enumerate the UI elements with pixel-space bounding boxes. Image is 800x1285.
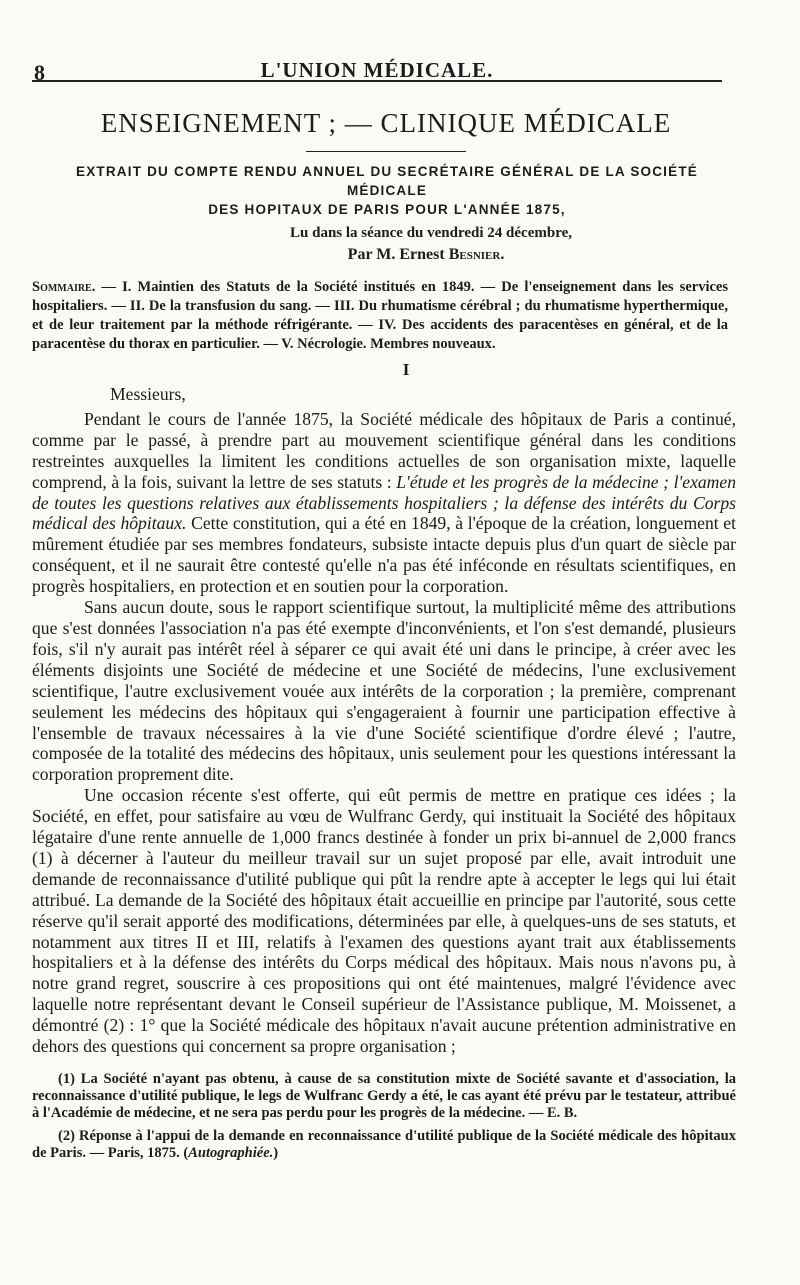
page-number: 8: [34, 60, 45, 85]
article-body: [32, 384, 740, 1057]
section-numeral: I: [402, 360, 410, 379]
paragraph-3: Une occasion récente s'est offerte, qui eût permis de mettre en pratique ces idées ; la Société, en effet, pour satisfaire au vœu de Wulfranc Gerdy, qui instituait la Société des hôpitaux légataire d'une rente annuelle de 1,000 francs destinée à fonder un prix bi-annuel de 2,000 francs (1) à décerner à l'auteur du meilleur travail sur un sujet proposé par elle, avait introduit une demande de reconnaissance d'utilité publique qui pût la rendre apte à accepter le legs qui lui était attribué. La demande de la Société des hôpitaux était accueillie en principe par l'autorité, sous cette réserve qu'il serait apporté des modifications, déterminées par elle, à quelques-uns de ses statuts, et notamment aux titres II et III, relatifs à l'examen des questions ayant trait aux établissements hospitaliers et à la défense des intérêts du Corps médical des hôpitaux. Mais nous n'avons pu, à notre grand regret, souscrire à ces propositions qui ont été maintenues, malgré l'évidence avec laquelle notre représentant devant le Conseil supérieur de l'Assistance publique, M. Moissenet, a démontré (2) : 1° que la Société médicale des hôpitaux n'avait aucune prétention administrative en dehors des questions qui concernent sa propre organisation ;: [32, 785, 736, 1057]
extract-heading-line2: DES HOPITAUX DE PARIS POUR L'ANNÉE 1875,: [208, 202, 566, 217]
author-line: [112, 244, 740, 266]
footnote-2-text: (2) Réponse à l'appui de la demande en reconnaissance d'utilité publique de la Société médicale des hôpitaux de Paris. — Paris, 1875. (: [32, 1128, 736, 1161]
author-name: Besnier.: [448, 246, 505, 263]
running-head: [32, 52, 722, 85]
section-title: ENSEIGNEMENT ; — CLINIQUE MÉDICALE: [100, 108, 672, 138]
footnote-2-italic: Autographiée.: [188, 1145, 274, 1161]
paragraph-1: [32, 409, 736, 597]
footnote-2-close: ): [273, 1145, 279, 1161]
summary: [32, 278, 740, 354]
journal-title: L'UNION MÉDICALE.: [260, 58, 494, 82]
paragraph-1-text-b: Cette constitution, qui a été en 1849, à l'époque de la création, longuement et mûrement étudiée par ses membres fondateurs, subsiste intacte depuis plus d'un quart de siècle par conséquent, et il ne saurait être contesté qu'elle n'a pas été inféconde en résultats scientifiques, en progrès hospitaliers, en protection et en soutien pour la corporation.: [32, 513, 736, 597]
footnote-2: [32, 1128, 736, 1162]
footnotes: [32, 1071, 740, 1162]
author-prefix: Par M. Ernest: [347, 246, 449, 263]
footnote-1: (1) La Société n'ayant pas obtenu, à cause de sa constitution mixte de Société savante et d'association, la reconnaissance d'utilité publique, le legs de Wulfranc Gerdy a été, le cas ayant été prévu par le testateur, attribué à l'Académie de médecine, et ne sera pas perdu pour les progrès de la médecine. — E. B.: [32, 1071, 736, 1121]
title-rule: [306, 151, 466, 152]
extract-heading: [32, 162, 740, 219]
paragraph-2: Sans aucun doute, sous le rapport scientifique surtout, la multiplicité même des attributions que s'est données l'association n'a pas été exempte d'inconvénients, et l'on s'est demandé, plusieurs fois, s'il n'y aurait pas intérêt réel à séparer ce qui avait été uni dans le principe, à créer avec les éléments disjoints une Société de médecine et une Société de médecins, l'une exclusivement scientifique, l'autre exclusivement vouée aux intérêts de la corporation ; la première, comprenant seulement les médecins des hôpitaux qui s'engageraient à fournir une participation effective à l'ensemble de travaux nécessaires à la vie d'une Société scientifique d'ordre élevé ; l'autre, composée de la totalité des médecins des hôpitaux, unis seulement pour les questions intéressant la corporation proprement dite.: [32, 597, 736, 785]
extract-heading-line1: EXTRAIT DU COMPTE RENDU ANNUEL DU SECRÉTAIRE GÉNÉRAL DE LA SOCIÉTÉ MÉDICALE: [76, 164, 698, 198]
summary-label: Sommaire.: [32, 279, 96, 295]
salutation: Messieurs,: [110, 384, 186, 404]
statutes-quote: L'étude et les progrès de la médecine ; l'examen de toutes les questions relatives aux établissements hospitaliers ; la défense des intérêts du Corps médical des hôpitaux.: [32, 471, 736, 534]
session-line: Lu dans la séance du vendredi 24 décembre,: [290, 225, 572, 241]
paragraph-1-text-a: Pendant le cours de l'année 1875, la Société médicale des hôpitaux de Paris a continué, comme par le passé, à prendre part au mouvement scientifique général dans les conditions restreintes auxquelles la limitent les conditions actuelles de son organisation mixte, laquelle comprend, à la fois, suivant la lettre de ses statuts :: [32, 408, 736, 492]
summary-text: — I. Maintien des Statuts de la Société institués en 1849. — De l'enseignement dans les services hospitaliers. — II. De la transfusion du sang. — III. Du rhumatisme cérébral ; du rhumatisme hyperthermique, et de leur traitement par la méthode réfrigérante. — IV. Des accidents des paracentèses en général, et de la paracentèse du thorax en particulier. — V. Nécrologie. Membres nouveaux.: [32, 279, 728, 352]
